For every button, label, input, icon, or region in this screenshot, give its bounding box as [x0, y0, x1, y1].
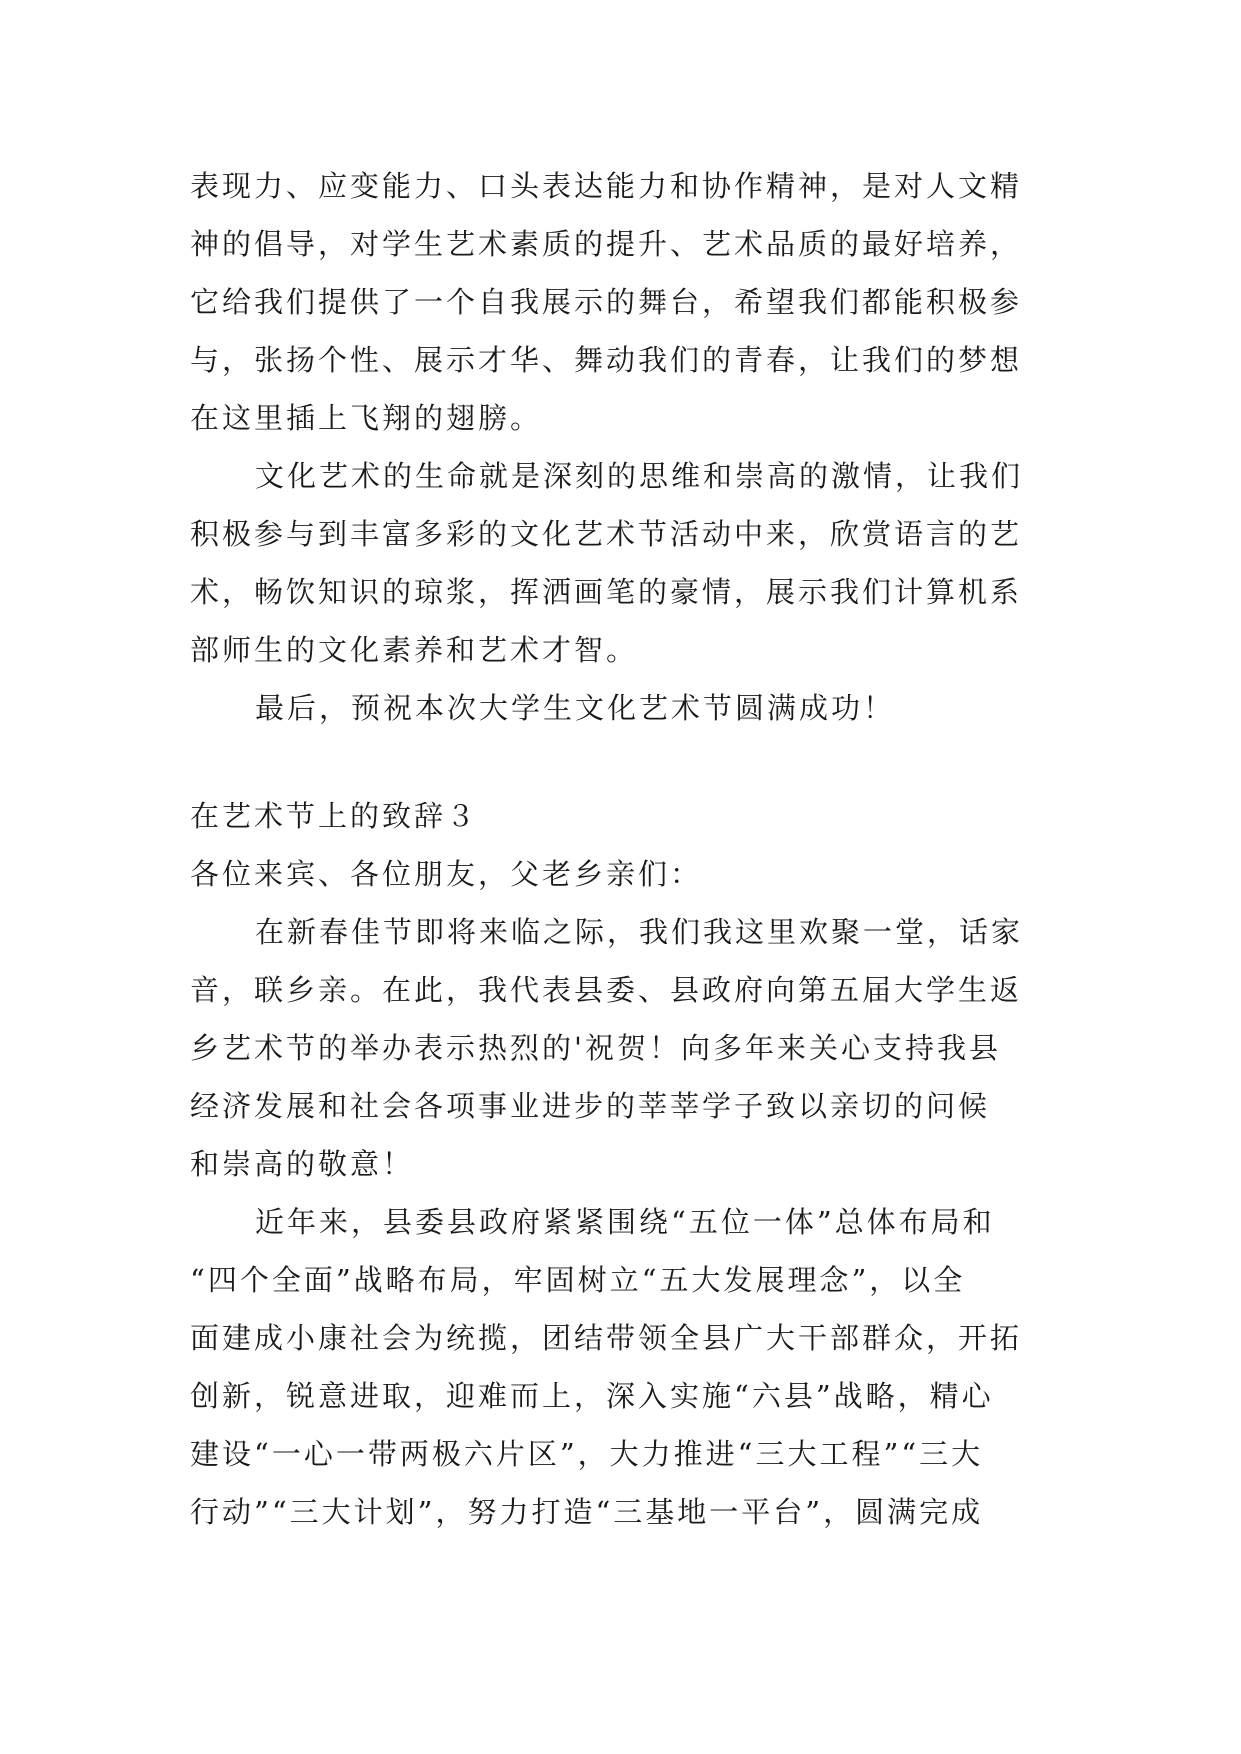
closing-line: 最后，预祝本次大学生文化艺术节圆满成功！: [255, 691, 896, 725]
paragraph-line: 面建成小康社会为统揽，团结带领全县广大干部群众，开拓: [190, 1321, 1023, 1355]
paragraph-first-line: 在新春佳节即将来临之际，我们我这里欢聚一堂，话家: [255, 915, 1024, 949]
paragraph-line: 在这里插上飞翔的翅膀。: [190, 401, 543, 435]
paragraph-line: 音，联乡亲。在此，我代表县委、县政府向第五届大学生返: [190, 973, 1023, 1007]
paragraph-line: 术，畅饮知识的琼浆，挥洒画笔的豪情，展示我们计算机系: [190, 575, 1023, 609]
paragraph-line: 经济发展和社会各项事业进步的莘莘学子致以亲切的问候: [190, 1089, 991, 1123]
paragraph-line: 积极参与到丰富多彩的文化艺术节活动中来，欣赏语言的艺: [190, 517, 1023, 551]
paragraph-line: 神的倡导，对学生艺术素质的提升、艺术品质的最好培养，: [190, 227, 1023, 261]
paragraph-line: 乡艺术节的举办表示热烈的'祝贺！向多年来关心支持我县: [190, 1031, 1001, 1065]
speech-2-ending: [190, 157, 1050, 737]
section-title: 在艺术节上的致辞３: [190, 799, 479, 833]
paragraph-line: 行动”“三大计划”，努力打造“三基地一平台”，圆满完成: [190, 1495, 984, 1529]
paragraph-line: 表现力、应变能力、口头表达能力和协作精神，是对人文精: [190, 169, 1023, 203]
paragraph-line: 部师生的文化素养和艺术才智。: [190, 633, 639, 667]
greeting-line: 各位来宾、各位朋友，父老乡亲们：: [190, 857, 703, 891]
paragraph-line: “四个全面”战略布局，牢固树立“五大发展理念”，以全: [190, 1263, 966, 1297]
paragraph-line: 与，张扬个性、展示才华、舞动我们的青春，让我们的梦想: [190, 343, 1023, 377]
paragraph-line: 创新，锐意进取，迎难而上，深入实施“六县”战略，精心: [190, 1379, 994, 1413]
paragraph-line: 它给我们提供了一个自我展示的舞台，希望我们都能积极参: [190, 285, 1023, 319]
paragraph-line: 建设“一心一带两极六片区”，大力推进“三大工程”“三大: [190, 1437, 984, 1471]
paragraph-line: 和崇高的敬意！: [190, 1147, 415, 1181]
paragraph-first-line: 近年来，县委县政府紧紧围绕“五位一体”总体布局和: [255, 1205, 995, 1239]
paragraph-first-line: 文化艺术的生命就是深刻的思维和崇高的激情，让我们: [255, 459, 1024, 493]
speech-3: [190, 787, 1050, 1541]
